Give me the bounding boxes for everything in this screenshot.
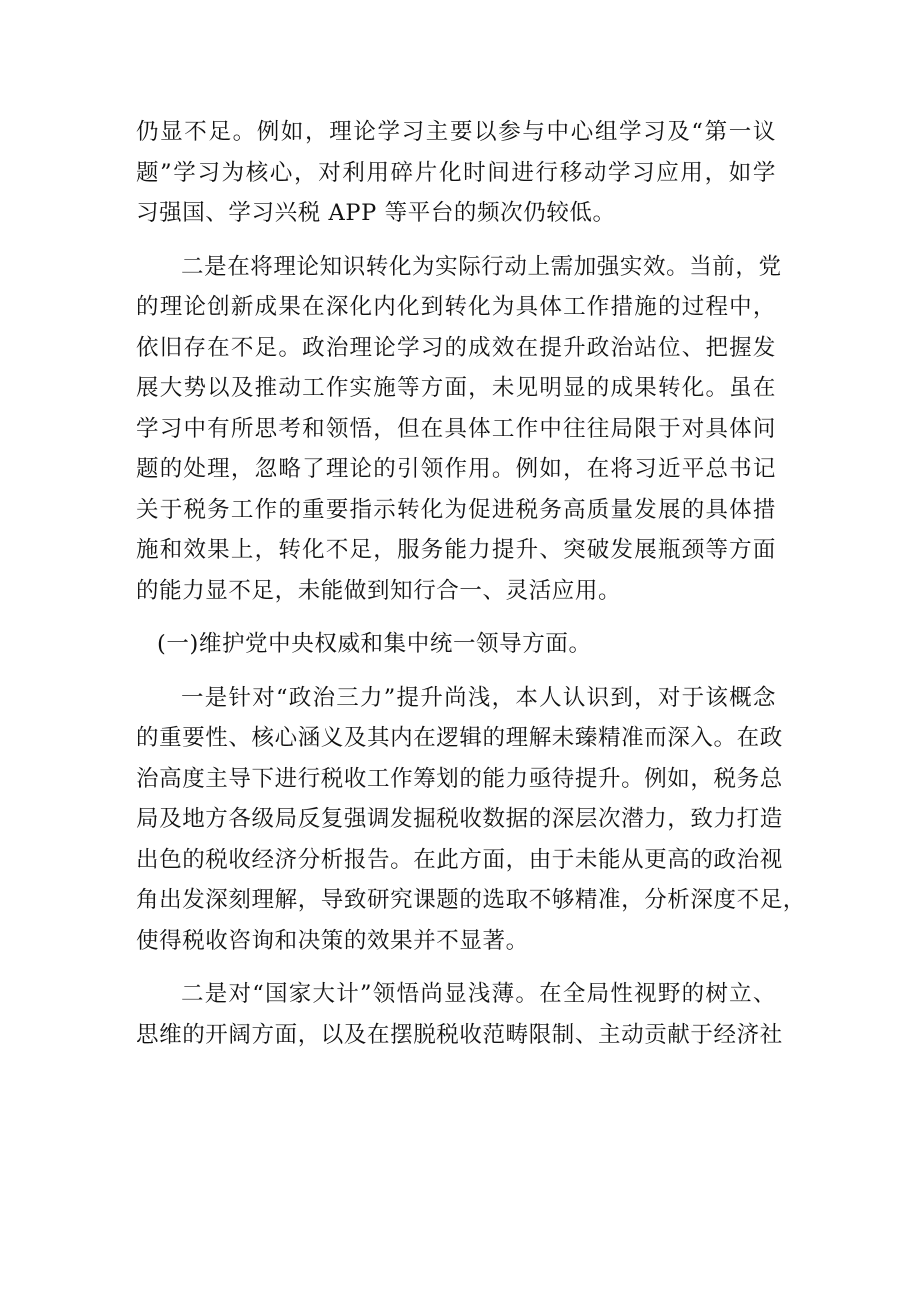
text-line: 的重要性、核心涵义及其内在逻辑的理解未臻精准而深入。在政 <box>136 725 783 751</box>
text-line: 使得税收咨询和决策的效果并不显著。 <box>136 927 529 954</box>
text-line: 学习中有所思考和领悟，但在具体工作中往往局限于对具体问 <box>136 415 776 442</box>
text-line: 展大势以及推动工作实施等方面，未见明显的成果转化。虽在 <box>136 375 776 401</box>
text-line: 题”学习为核心，对利用碎片化时间进行移动学习应用，如学 <box>136 159 776 186</box>
text-line: 题的处理，忽略了理论的引领作用。例如，在将习近平总书记 <box>136 456 776 482</box>
text-line: 关于税务工作的重要指示转化为促进税务高质量发展的具体措 <box>136 496 776 523</box>
text-line: 治高度主导下进行税收工作筹划的能力亟待提升。例如，税务总 <box>136 765 783 792</box>
text-line: 思维的开阔方面，以及在摆脱税收范畴限制、主动贡献于经济社 <box>136 1021 783 1048</box>
text-line: 的理论创新成果在深化内化到转化为具体工作措施的过程中， <box>136 294 776 320</box>
text-line: 施和效果上，转化不足，服务能力提升、突破发展瓶颈等方面 <box>136 537 776 563</box>
text-line: 角出发深刻理解，导致研究课题的选取不够精准，分析深度不足， <box>136 887 806 913</box>
section-heading <box>136 624 776 665</box>
paragraph-theory-to-action <box>136 247 782 612</box>
text-line: 局及地方各级局反复强调发掘税收数据的深层次潜力，致力打造 <box>136 806 783 832</box>
text-line: 仍显不足。例如，理论学习主要以参与中心组学习及“第一议 <box>136 119 776 145</box>
text-line: 二是对“国家大计”领悟尚显浅薄。在全局性视野的树立、 <box>181 981 776 1007</box>
text-line: 出色的税收经济分析报告。在此方面，由于未能从更高的政治视 <box>136 846 783 873</box>
paragraph-national-plan <box>136 974 783 1055</box>
text-line: 一是针对“政治三力”提升尚浅，本人认识到，对于该概念 <box>181 684 776 711</box>
heading-text: (一)维护党中央权威和集中统一领导方面。 <box>157 631 592 657</box>
text-line: 习强国、学习兴税 APP 等平台的频次仍较低。 <box>136 200 616 226</box>
paragraph-continuation <box>136 112 776 234</box>
text-line: 依旧存在不足。政治理论学习的成效在提升政治站位、把握发 <box>136 334 776 361</box>
text-line: 二是在将理论知识转化为实际行动上需加强实效。当前，党 <box>181 253 782 280</box>
text-line: 的能力显不足，未能做到知行合一、灵活应用。 <box>136 577 622 604</box>
paragraph-political-capacity <box>136 678 806 962</box>
document-body <box>136 112 806 1068</box>
